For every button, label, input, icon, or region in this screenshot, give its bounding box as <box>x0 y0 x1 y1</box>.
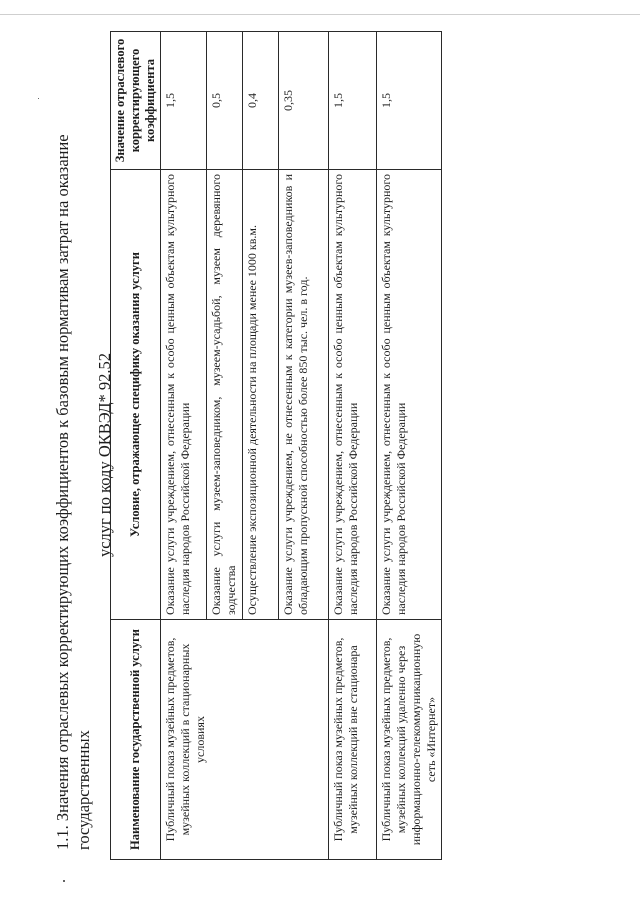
heading-line-1: 1.1. Значения отраслевых корректирующих коэффициентов к базовым нормативам затрат на оказание государственных <box>53 134 93 850</box>
coefficient-cell: 0,5 <box>207 32 243 170</box>
condition-cell: Оказание услуги учреждением, отнесенным к особо ценным объектам культурного наследия народов Российской Федерации <box>377 170 442 620</box>
scan-edge-line <box>0 14 640 15</box>
header-value: Значение отраслевого корректирующего коэффициента <box>111 32 161 170</box>
rotated-page <box>48 30 608 860</box>
section-heading <box>52 60 115 850</box>
heading-line-2: услуг по коду ОКВЭД* 92.52 <box>95 352 114 558</box>
coefficient-cell: 0,4 <box>243 32 279 170</box>
table-row <box>161 32 207 860</box>
condition-cell: Оказание услуги музеем-заповедником, музеем-усадьбой, музеем деревянного зодчества <box>207 170 243 620</box>
condition-cell: Оказание услуги учреждением, не отнесенным к категории музеев-заповедников и обладающим пропускной способностью более 850 тыс. чел. в год. <box>279 170 329 620</box>
table-row <box>329 32 377 860</box>
service-name-cell: Публичный показ музейных предметов, музейных коллекций в стационарных условиях <box>161 620 329 860</box>
header-service: Наименование государственной услуги <box>111 620 161 860</box>
header-condition: Условие, отражающее специфику оказания услуги <box>111 170 161 620</box>
coefficient-cell: 1,5 <box>329 32 377 170</box>
coefficients-table <box>110 31 442 860</box>
condition-cell: Оказание услуги учреждением, отнесенным к особо ценным объектам культурного наследия народов Российской Федерации <box>329 170 377 620</box>
coefficient-cell: 0,35 <box>279 32 329 170</box>
condition-cell: Осуществление экспозиционной деятельности на площади менее 1000 кв.м. <box>243 170 279 620</box>
service-name-cell: Публичный показ музейных предметов, музейных коллекций вне стационара <box>329 620 377 860</box>
coefficient-cell: 1,5 <box>161 32 207 170</box>
service-name-cell: Публичный показ музейных предметов, музейных коллекций удаленно через информационно-телекоммуникационную сеть «Интернет» <box>377 620 442 860</box>
scan-speck <box>63 880 65 882</box>
scan-speck <box>38 98 39 99</box>
condition-cell: Оказание услуги учреждением, отнесенным к особо ценным объектам культурного наследия народов Российской Федерации <box>161 170 207 620</box>
coefficient-cell: 1,5 <box>377 32 442 170</box>
table-row <box>377 32 442 860</box>
table-header-row <box>111 32 161 860</box>
